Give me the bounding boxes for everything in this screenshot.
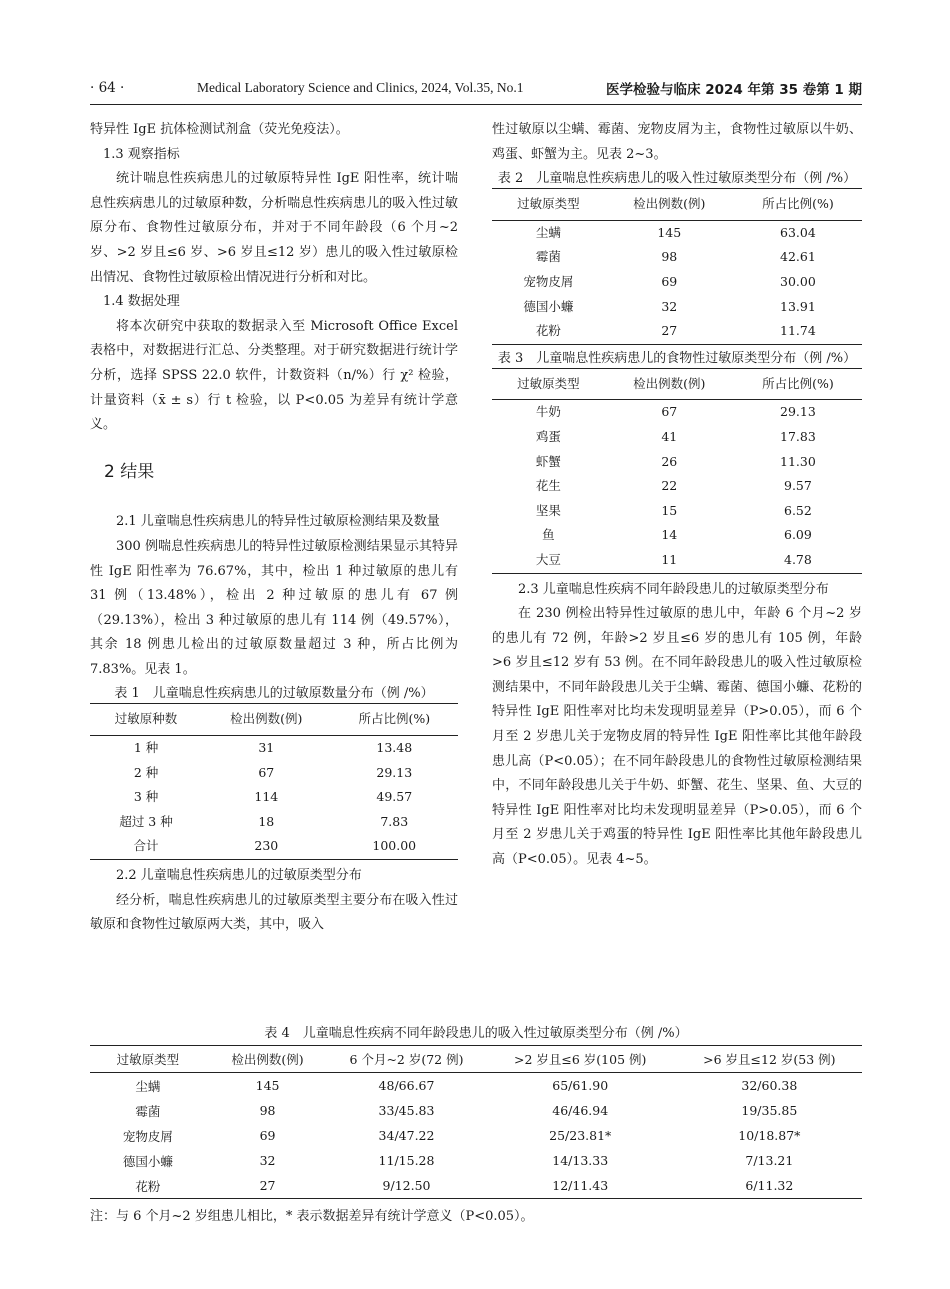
table-cell: 虾蟹 (535, 453, 561, 469)
table-cell: 坚果 (535, 502, 561, 518)
running-header (90, 70, 862, 105)
table1 (90, 703, 458, 860)
table-row (492, 499, 862, 524)
table-cell: 15 (661, 502, 678, 518)
table-cell: 宠物皮屑 (523, 273, 574, 289)
table-header-row (492, 189, 862, 221)
table-cell: 德国小蠊 (523, 298, 574, 314)
table4-block (90, 1022, 862, 1224)
table-cell: 9.57 (784, 478, 812, 494)
table-header: 所占比例(%) (734, 368, 862, 400)
table-cell: 27 (206, 1173, 330, 1199)
table-header: 过敏原种数 (90, 704, 202, 736)
table-row (90, 834, 458, 859)
table-cell: 花生 (535, 478, 561, 494)
table-cell: 230 (202, 834, 330, 859)
table-cell: 1 种 (133, 740, 159, 756)
table-cell: 42.61 (780, 249, 816, 265)
table2 (492, 188, 862, 345)
table4-caption: 表 4 儿童喘息性疾病不同年龄段患儿的吸入性过敏原类型分布（例 /%） (264, 1026, 688, 1041)
table-row (90, 761, 458, 786)
table-cell: 6.09 (784, 527, 812, 543)
table-cell: 尘螨 (535, 224, 561, 240)
paragraph-2-1: 300 例喘息性疾病患儿的特异性过敏原检测结果显示其特异性 IgE 阳性率为 76.67%，其中，检出 1 种过敏原的患儿有 31 例（13.48%），检出 2 种过敏原的患儿有 67 例（29.13%），检出 3 种过敏原的患儿有 114 例（49.57%），其余 18 例患儿检出的过敏原数量超过 3 种，所占比例为 7.83%。见表 1。 (90, 538, 458, 677)
table-cell: 霉菌 (535, 249, 561, 265)
table-cell: 27 (605, 319, 734, 344)
table-cell: 13.91 (780, 298, 816, 314)
table-row (90, 736, 458, 761)
table-cell: 14/13.33 (552, 1153, 609, 1168)
table-cell: 32/60.38 (741, 1078, 798, 1093)
table-cell: 34/47.22 (378, 1128, 435, 1143)
table-cell: 鸡蛋 (535, 428, 561, 444)
table-cell: 2 种 (133, 764, 159, 780)
table-cell: 18 (258, 813, 275, 829)
table-cell: 69 (661, 273, 678, 289)
table-cell: 10/18.87* (738, 1128, 801, 1143)
table-cell: 14 (661, 527, 678, 543)
table-cell: 22 (661, 478, 678, 494)
table-cell: 大豆 (492, 548, 605, 573)
table-cell: 9/12.50 (329, 1173, 483, 1199)
journal-name-cn: 医学检验与临床 2024 年第 35 卷第 1 期 (606, 82, 862, 98)
table-cell: 7/13.21 (745, 1153, 794, 1168)
table-cell: 11.74 (734, 319, 862, 344)
table-cell: 32 (661, 298, 678, 314)
table-row (492, 474, 862, 499)
left-column (90, 118, 458, 938)
table-cell: 114 (254, 789, 279, 805)
table-cell: 11/15.28 (378, 1153, 435, 1168)
table-row (90, 1123, 862, 1148)
table-header-row (90, 1046, 862, 1073)
table-header: 6 个月~2 岁(72 例) (329, 1046, 483, 1073)
table-cell: 11 (605, 548, 734, 573)
table-cell: 7.83 (380, 813, 409, 829)
table-cell: 19/35.85 (741, 1103, 798, 1118)
table-row (492, 295, 862, 320)
table4-note: 注：与 6 个月~2 岁组患儿相比，* 表示数据差异有统计学意义（P<0.05）。 (90, 1209, 534, 1224)
table-cell: 花粉 (492, 319, 605, 344)
table-cell: 98 (661, 249, 678, 265)
table-cell: 100.00 (331, 834, 458, 859)
table-header: 检出例数(例) (605, 368, 734, 400)
paragraph-observation: 统计喘息性疾病患儿的过敏原特异性 IgE 阳性率，统计喘息性疾病患儿的过敏原种数，分析喘息性疾病患儿的吸入性过敏原分布、食物性过敏原分布，并对于不同年龄段（6 个月~2 岁、>2 岁且≤6 岁、>6 岁且≤12 岁）患儿的吸入性过敏原检出情况、食物性过敏原检出情况进行分析和对比。 (90, 171, 458, 285)
table-header: >6 岁且≤12 岁(53 例) (677, 1046, 862, 1073)
journal-name-en: Medical Laboratory Science and Clinics, 2024, Vol.35, No.1 (197, 80, 524, 95)
table-cell: 33/45.83 (378, 1103, 435, 1118)
table-cell: 31 (258, 740, 275, 756)
table-row (90, 810, 458, 835)
table-row (492, 220, 862, 245)
table-header: 所占比例(%) (331, 704, 458, 736)
table3-caption: 表 3 儿童喘息性疾病患儿的食物性过敏原类型分布（例 /%） (497, 350, 857, 366)
paragraph-2-2-continued: 性过敏原以尘螨、霉菌、宠物皮屑为主，食物性过敏原以牛奶、鸡蛋、虾蟹为主。见表 2~3。 (492, 122, 862, 162)
table-header: 所占比例(%) (734, 189, 862, 221)
table-cell: 65/61.90 (552, 1078, 609, 1093)
paragraph-reagent: 特异性 IgE 抗体检测试剂盒（荧光免疫法）。 (90, 122, 349, 137)
table3 (492, 368, 862, 574)
table-cell: 41 (661, 428, 678, 444)
table-row (492, 400, 862, 425)
table-header: 检出例数(例) (605, 189, 734, 221)
heading-1-3: 1.3 观察指标 (103, 146, 180, 162)
table-row (90, 785, 458, 810)
table-header: 过敏原类型 (90, 1046, 206, 1073)
table-row (492, 450, 862, 475)
heading-2-2: 2.2 儿童喘息性疾病患儿的过敏原类型分布 (116, 868, 362, 884)
table-header: 过敏原类型 (492, 368, 605, 400)
table-cell: 17.83 (780, 428, 816, 444)
table-cell: 69 (259, 1128, 276, 1143)
table-cell: 超过 3 种 (119, 813, 173, 829)
heading-1-4: 1.4 数据处理 (103, 294, 180, 310)
table-row (492, 425, 862, 450)
table-cell: 霉菌 (135, 1103, 161, 1119)
table2-caption: 表 2 儿童喘息性疾病患儿的吸入性过敏原类型分布（例 /%） (497, 171, 857, 187)
section-heading-results: 2 结果 (104, 461, 155, 482)
table-cell: 67 (661, 404, 678, 420)
table-cell: 26 (661, 453, 678, 469)
heading-2-3: 2.3 儿童喘息性疾病不同年龄段患儿的过敏原类型分布 (518, 581, 829, 597)
table-cell: 98 (259, 1103, 276, 1118)
table-cell: 46/46.94 (552, 1103, 609, 1118)
table-cell: 牛奶 (535, 404, 561, 420)
table-row (492, 523, 862, 548)
table-row (492, 319, 862, 344)
table-header: 检出例数(例) (202, 704, 330, 736)
table-header: 过敏原类型 (492, 189, 605, 221)
paragraph-2-2: 经分析，喘息性疾病患儿的过敏原类型主要分布在吸入性过敏原和食物性过敏原两大类，其中，吸入 (90, 892, 458, 933)
paragraph-data-processing: 将本次研究中获取的数据录入至 Microsoft Office Excel 表格中，对数据进行汇总、分类整理。对于研究数据进行统计学分析，选择 SPSS 22.0 软件，计数资料（n/%）行 χ² 检验，计量资料（x̄ ± s）行 t 检验，以 P<0.05 为差异有统计学意义。 (90, 318, 458, 433)
table-cell: 3 种 (133, 789, 159, 805)
table-cell: 花粉 (90, 1173, 206, 1199)
table-row (90, 1098, 862, 1123)
table-cell: 鱼 (542, 527, 555, 543)
table-cell: 11.30 (780, 453, 816, 469)
table4 (90, 1045, 862, 1199)
table-row (492, 270, 862, 295)
table-cell: 32 (259, 1153, 276, 1168)
table-row (90, 1073, 862, 1099)
table-cell: 29.13 (780, 404, 816, 420)
table-cell: 29.13 (376, 764, 413, 780)
table-cell: 6/11.32 (677, 1173, 862, 1199)
table-cell: 48/66.67 (378, 1078, 435, 1093)
table-cell: 12/11.43 (484, 1173, 677, 1199)
table-cell: 合计 (90, 834, 202, 859)
table-cell: 25/23.81* (549, 1128, 612, 1143)
table-cell: 4.78 (734, 548, 862, 573)
table-cell: 145 (255, 1078, 280, 1093)
table-header: 检出例数(例) (206, 1046, 330, 1073)
table-cell: 63.04 (780, 224, 816, 240)
table-header-row (90, 704, 458, 736)
table-cell: 49.57 (376, 789, 413, 805)
table-cell: 13.48 (376, 740, 413, 756)
table-cell: 145 (657, 224, 682, 240)
table-row (90, 1148, 862, 1173)
table-cell: 尘螨 (135, 1078, 161, 1094)
table-cell: 67 (258, 764, 275, 780)
table-header: >2 岁且≤6 岁(105 例) (484, 1046, 677, 1073)
table-cell: 宠物皮屑 (122, 1128, 173, 1144)
table-header-row (492, 368, 862, 400)
table-cell: 德国小蠊 (122, 1153, 173, 1169)
table-cell: 6.52 (784, 502, 812, 518)
table-row (492, 245, 862, 270)
table1-caption: 表 1 儿童喘息性疾病患儿的过敏原数量分布（例 /%） (114, 686, 434, 702)
page-number: · 64 · (90, 80, 125, 96)
table-row (90, 1173, 862, 1199)
table-cell: 30.00 (780, 273, 816, 289)
right-column (492, 118, 862, 873)
heading-2-1: 2.1 儿童喘息性疾病患儿的特异性过敏原检测结果及数量 (116, 514, 440, 530)
paragraph-2-3: 在 230 例检出特异性过敏原的患儿中，年龄 6 个月~2 岁的患儿有 72 例，年龄>2 岁且≤6 岁的患儿有 105 例，年龄>6 岁且≤12 岁有 53 例。在不同年龄段患儿的吸入性过敏原检测结果中，不同年龄段患儿关于尘螨、霉菌、德国小蠊、花粉的特异性 IgE 阳性率对比均未发现明显差异（P>0.05），而 6 个月至 2 岁患儿关于宠物皮屑的特异性 IgE 阳性率比其他年龄段患儿高（P<0.05）；在不同年龄段患儿的食物性过敏原检测结果中，不同年龄段患儿关于牛奶、虾蟹、花生、坚果、鱼、大豆的特异性 IgE 阳性率对比均未发现明显差异（P>0.05），而 6 个月至 2 岁患儿关于鸡蛋的特异性 IgE 阳性率比其他年龄段患儿高（P<0.05）。见表 4~5。 (492, 606, 862, 868)
table-row (492, 548, 862, 573)
